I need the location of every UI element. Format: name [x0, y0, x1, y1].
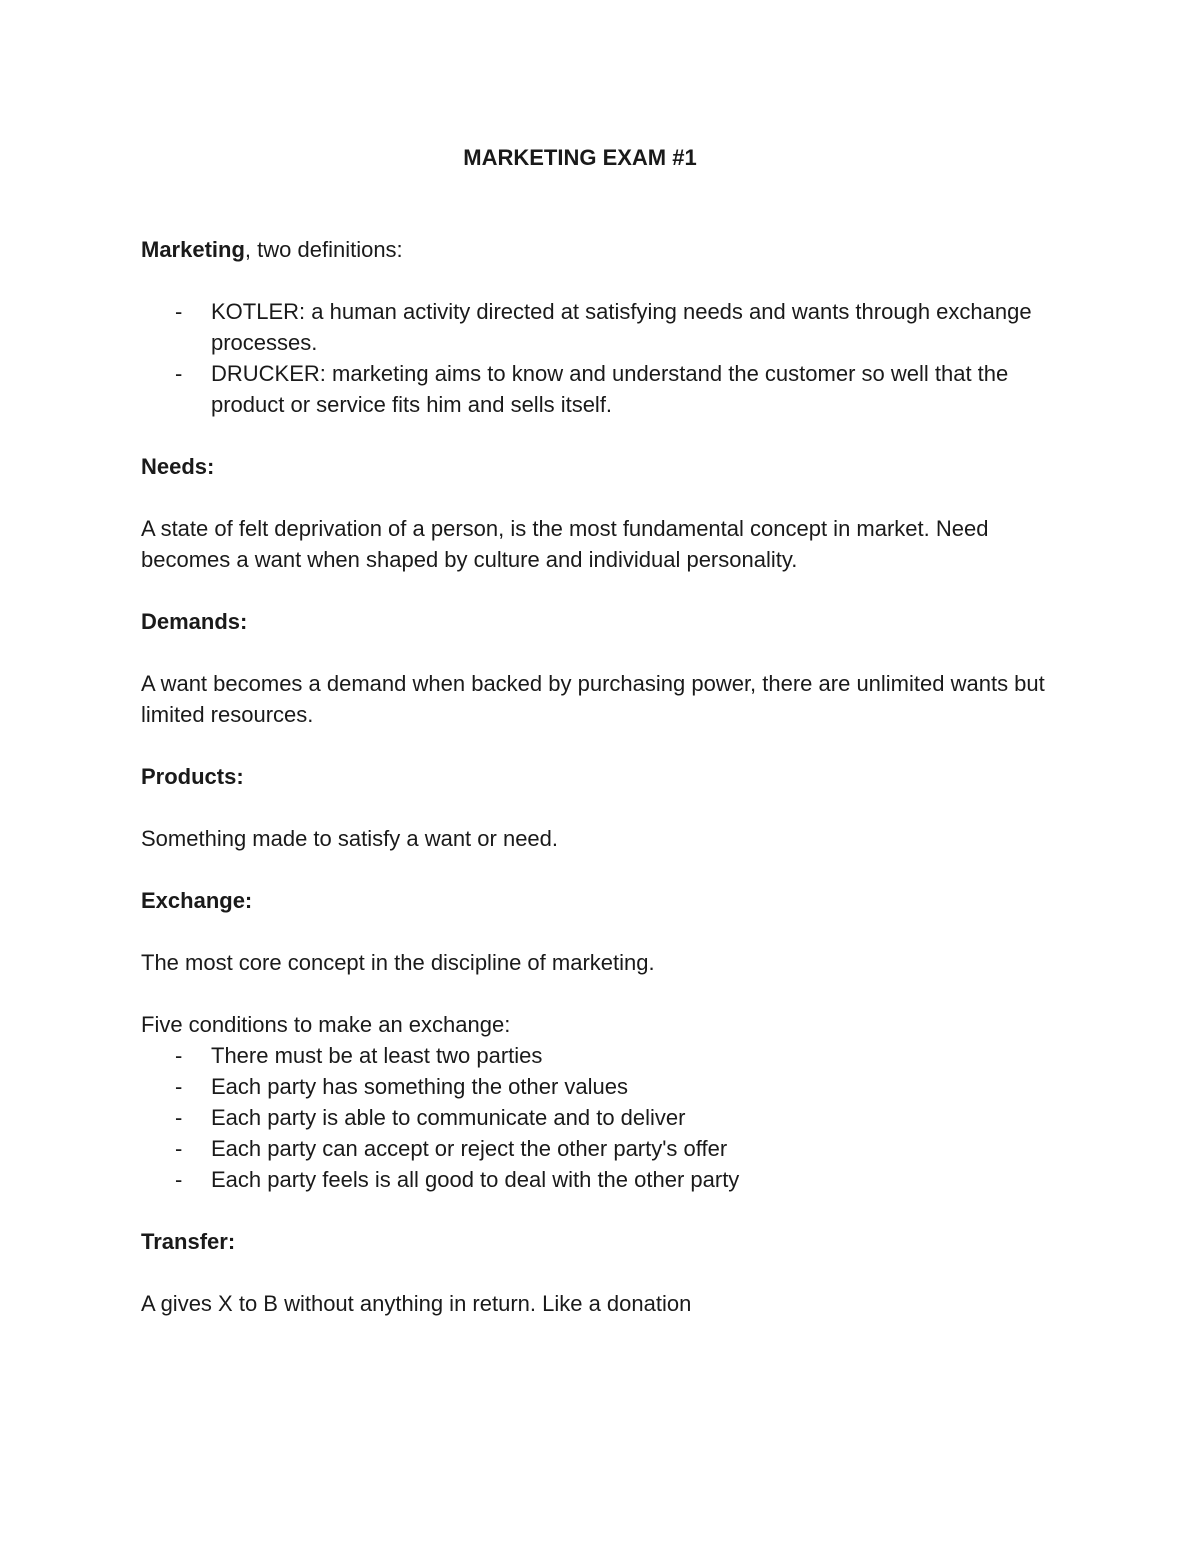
exchange-conditions-list: [141, 1040, 1081, 1195]
dash-bullet: -: [175, 361, 183, 386]
document-body: [141, 234, 1081, 1319]
needs-body: A state of felt deprivation of a person, is the most fundamental concept in market. Need becomes a want when shaped by culture and individual personality.: [141, 516, 989, 572]
marketing-term: Marketing: [141, 237, 245, 262]
needs-heading: Needs:: [141, 454, 215, 479]
list-item: - There must be at least two parties: [141, 1040, 1081, 1071]
marketing-intro: [141, 234, 1081, 265]
document-title: MARKETING EXAM #1: [463, 145, 697, 170]
dash-bullet: -: [175, 1043, 183, 1068]
exchange-heading: Exchange:: [141, 888, 253, 913]
dash-bullet: -: [175, 1136, 183, 1161]
dash-bullet: -: [175, 1105, 183, 1130]
exchange-body: The most core concept in the discipline of marketing.: [141, 950, 655, 975]
demands-heading: Demands:: [141, 609, 248, 634]
dash-bullet: -: [175, 299, 183, 324]
dash-bullet: -: [175, 1074, 183, 1099]
list-item: - Each party is able to communicate and to deliver: [141, 1102, 1081, 1133]
definitions-list: [141, 296, 1081, 420]
products-body: Something made to satisfy a want or need.: [141, 826, 559, 851]
demands-body: A want becomes a demand when backed by purchasing power, there are unlimited wants but limited resources.: [141, 671, 1045, 727]
marketing-intro-rest: , two definitions:: [244, 237, 403, 262]
list-item: - DRUCKER: marketing aims to know and understand the customer so well that the product or service fits him and sells itself.: [141, 358, 1081, 420]
list-item: - Each party has something the other values: [141, 1071, 1081, 1102]
list-item: - KOTLER: a human activity directed at satisfying needs and wants through exchange processes.: [141, 296, 1081, 358]
products-heading: Products:: [141, 764, 244, 789]
list-item: - Each party can accept or reject the other party's offer: [141, 1133, 1081, 1164]
transfer-heading: Transfer:: [141, 1229, 236, 1254]
list-item: - Each party feels is all good to deal with the other party: [141, 1164, 1081, 1195]
exchange-conditions-intro: Five conditions to make an exchange:: [141, 1012, 511, 1037]
transfer-body: A gives X to B without anything in return. Like a donation: [141, 1291, 692, 1316]
dash-bullet: -: [175, 1167, 183, 1192]
